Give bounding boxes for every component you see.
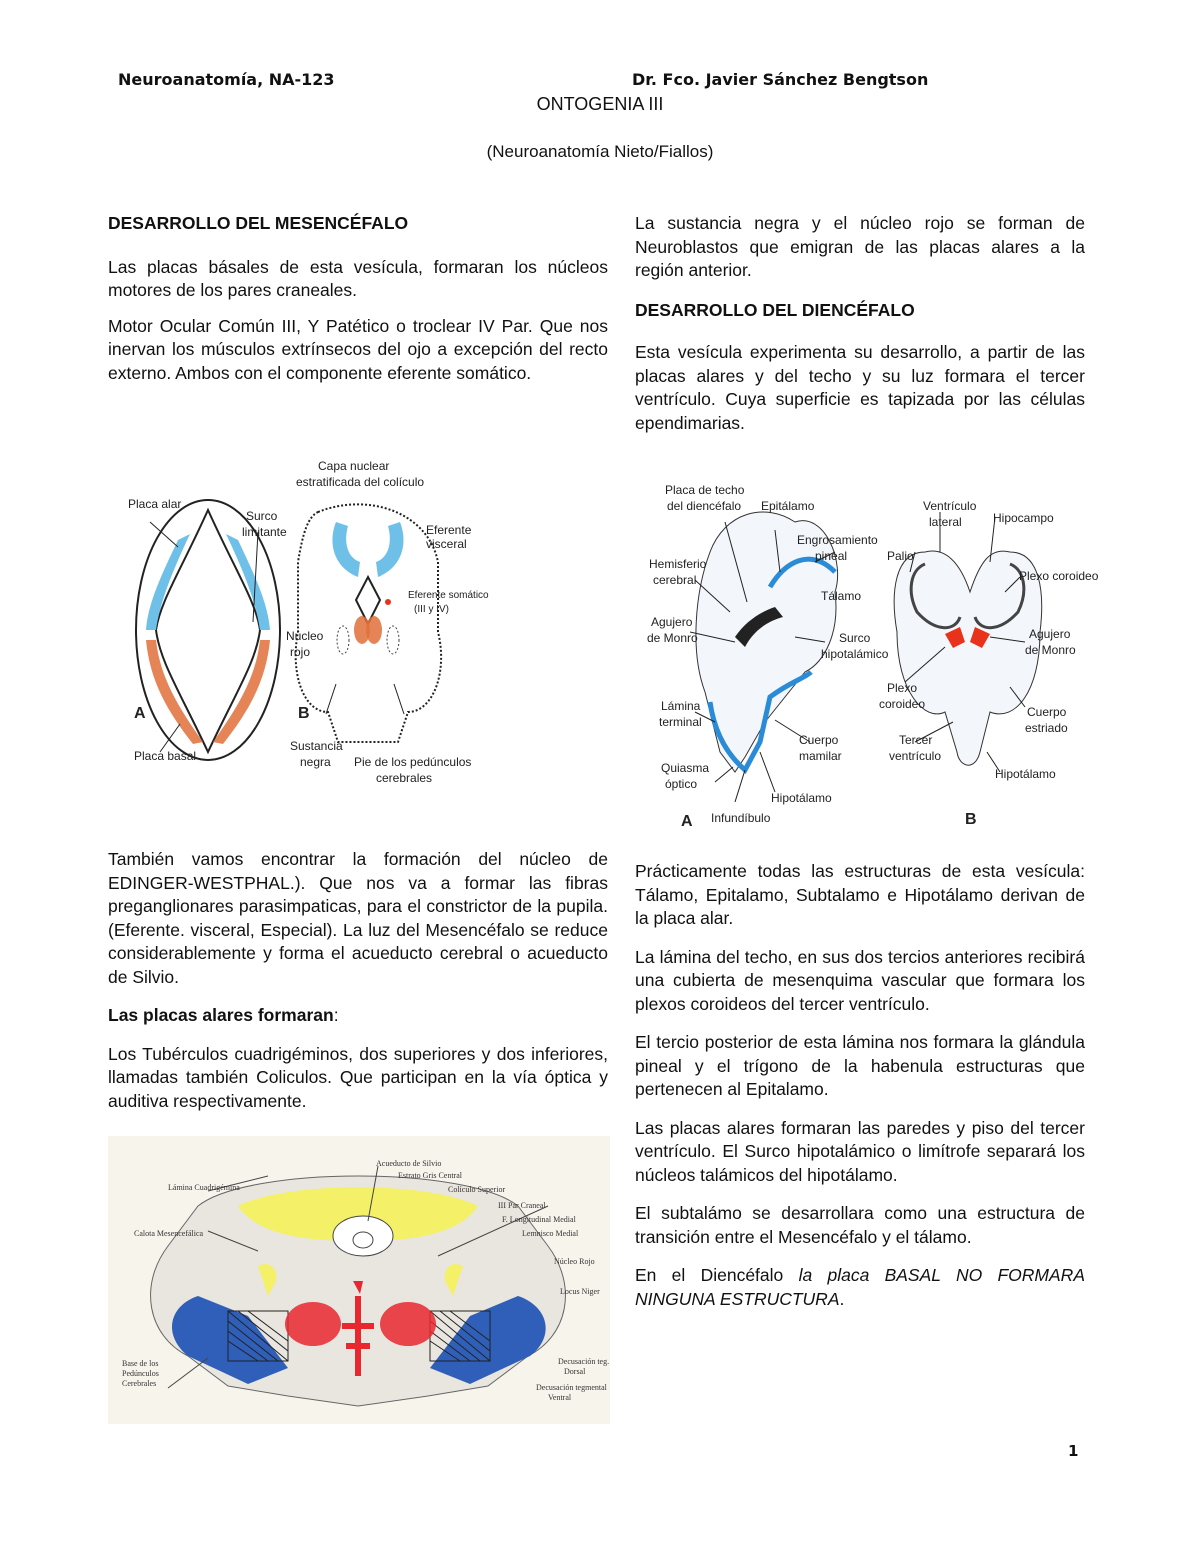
left-column-top: [108, 212, 608, 385]
basal-lead: En el Diencéfalo: [635, 1265, 799, 1285]
label-nucleo-1: Núcleo: [286, 629, 324, 643]
label-decus-1: Decusación teg.: [558, 1357, 610, 1366]
label-engros-2: pineal: [815, 549, 848, 563]
label-base-3: Cerebrales: [122, 1379, 157, 1388]
label-hipotalamo-a: Hipotálamo: [771, 791, 832, 805]
header-course: Neuroanatomía, NA-123: [118, 70, 335, 89]
label-decus-2: Dorsal: [564, 1367, 586, 1376]
paragraph-basal: [635, 1264, 1085, 1311]
label-base-1: Base de los: [122, 1359, 159, 1368]
label-locus: Locus Niger: [560, 1287, 600, 1296]
heading-placas-alares: Las placas alares formaran: [108, 1005, 334, 1025]
label-quiasma-2: óptico: [665, 777, 698, 791]
label-surco-2: limitante: [242, 525, 287, 539]
label-fasciculo: F. Longitudinal Medial: [502, 1215, 576, 1224]
paragraph: Las placas básales de esta vesícula, formaran los núcleos motores de los pares craneales.: [108, 256, 608, 300]
label-plexo-b1: Plexo: [887, 681, 918, 695]
figure-diencephalon: [635, 452, 1099, 837]
label-lamina-2: terminal: [659, 715, 702, 729]
header-author: Dr. Fco. Javier Sánchez Bengtson: [632, 70, 929, 89]
label-hemisferio-1: Hemisferio: [649, 557, 707, 571]
label-base-2: Pedúnculos: [122, 1369, 159, 1378]
label-surco-2: hipotalámico: [821, 647, 889, 661]
label-placa-basal: Placa basal: [134, 749, 197, 763]
right-column-top: [635, 212, 1085, 435]
label-hipotalamo-b: Hipotálamo: [995, 767, 1056, 781]
right-column-bottom: [635, 860, 1085, 1311]
paragraph: Esta vesícula experimenta su desarrollo, a partir de las placas alares y del techo y su luz formara el tercer ventrículo. Cuya superficie es tapizada por las células ependimarias.: [635, 342, 1085, 433]
label-agujero-1: Agujero: [651, 615, 693, 629]
paragraph: La lámina del techo, en sus dos tercios anteriores recibirá una cubierta de mesenquima vascular que formara los plexos coroideos del tercer ventrículo.: [635, 946, 1085, 1014]
label-cuerpo-e1: Cuerpo: [1027, 705, 1067, 719]
paragraph: Prácticamente todas las estructuras de esta vesícula: Tálamo, Epitalamo, Subtalamo e Hipotálamo derivan de la placa alar.: [635, 861, 1085, 928]
subheading-placas-alares: [108, 1004, 608, 1028]
label-letter-b: B: [298, 705, 310, 722]
label-calota: Calota Mesencefálica: [134, 1229, 204, 1238]
label-palio: Palio: [887, 549, 914, 563]
label-acueducto: Acueducto de Silvio: [376, 1159, 442, 1168]
label-plexo-1: Plexo coroideo: [1019, 569, 1099, 583]
heading-mesencefalo: DESARROLLO DEL MESENCÉFALO: [108, 213, 409, 233]
label-letter-a: A: [134, 705, 146, 722]
label-estrato: Estrato Gris Central: [398, 1171, 462, 1180]
label-capa-1: Capa nuclear: [318, 459, 390, 473]
label-pie-2: cerebrales: [376, 771, 433, 785]
label-ventriculo-1: Ventrículo: [923, 499, 977, 513]
label-eferente-s2: (III y IV): [414, 604, 449, 615]
page-subtitle: (Neuroanatomía Nieto/Fiallos): [486, 142, 714, 161]
paragraph: El subtalámo se desarrollara como una estructura de transición entre el Mesencéfalo y el tálamo.: [635, 1203, 1085, 1247]
label-plexo-b2: coroideo: [879, 697, 926, 711]
paragraph: Las placas alares formaran las paredes y piso del tercer ventrículo. El Surco hipotalámico o limítrofe separará los núcleos talámicos del hipotálamo.: [635, 1117, 1085, 1185]
label-cuerpo-e2: estriado: [1025, 721, 1068, 735]
label-lamina-1: Lámina: [661, 699, 701, 713]
label-nucleo-rojo: Núcleo Rojo: [554, 1257, 595, 1266]
figure-mesencephalon: [108, 452, 489, 802]
label-agujero-b2: de Monro: [1025, 643, 1076, 657]
paragraph: También vamos encontrar la formación del núcleo de EDINGER-WESTPHAL.). Que nos va a formar las fibras preganglionares parasimpaticas, para el constrictor de la pupila. (Eferente. visceral, Especial). La luz del Mesencéfalo se reduce considerablemente y forma el acueducto cerebral o acueducto de Silvio.: [108, 849, 608, 987]
paragraph: El tercio posterior de esta lámina nos formara la glándula pineal y el trígono de la habenula estructuras que pertenecen al Epitalamo.: [635, 1032, 1085, 1099]
label-cuerpo-1: Cuerpo: [799, 733, 839, 747]
label-letter-a: A: [681, 813, 693, 830]
label-eferente-v1: Eferente: [426, 523, 472, 537]
label-placa-techo-1: Placa de techo: [665, 483, 745, 497]
label-letter-b: B: [965, 811, 977, 828]
label-capa-2: estratificada del colículo: [296, 475, 425, 489]
label-eferente-v2: visceral: [426, 537, 467, 551]
label-quiasma-1: Quiasma: [661, 761, 710, 775]
label-infundibulo: Infundíbulo: [711, 811, 771, 825]
label-talamo: Tálamo: [821, 589, 862, 603]
label-nucleo-2: rojo: [290, 645, 311, 659]
label-tercer-1: Tercer: [899, 733, 933, 747]
label-hipocampo: Hipocampo: [993, 511, 1054, 525]
label-lemnisco: Lemnisco Medial: [522, 1229, 579, 1238]
basal-emphasis: la placa BASAL NO FORMARA NINGUNA ESTRUCTURA: [635, 1265, 1085, 1309]
figure-section: [108, 1136, 610, 1424]
label-decus-4: Ventral: [548, 1393, 572, 1402]
paragraph: La sustancia negra y el núcleo rojo se forman de Neuroblastos que emigran de las placas alares a la región anterior.: [635, 213, 1085, 280]
label-ventriculo-2: lateral: [929, 515, 962, 529]
page-title: ONTOGENIA III: [536, 94, 664, 114]
label-eferente-s1: Eferente somático: [408, 590, 489, 601]
paragraph: Los Tubérculos cuadrigéminos, dos superiores y dos inferiores, llamadas también Coliculos. Que participan en la vía óptica y auditiva respectivamente.: [108, 1043, 608, 1111]
label-engros-1: Engrosamiento: [797, 533, 878, 547]
label-sustancia-2: negra: [300, 755, 331, 769]
label-sustancia-1: Sustancia: [290, 739, 343, 753]
heading-colon: :: [333, 1005, 339, 1025]
label-surco-1: Surco: [246, 509, 278, 523]
basal-end: .: [839, 1288, 845, 1309]
label-coliculo: Colículo Superior: [448, 1185, 506, 1194]
label-decus-3: Decusación tegmental: [536, 1383, 607, 1392]
label-surco-1: Surco: [839, 631, 871, 645]
label-tercer-2: ventrículo: [889, 749, 942, 763]
label-lamina: Lámina Cuadrigémina: [168, 1183, 240, 1192]
page-number: 1: [1068, 1442, 1079, 1460]
label-pie-1: Pie de los pedúnculos: [354, 755, 472, 769]
label-cuerpo-2: mamilar: [799, 749, 842, 763]
paragraph: Motor Ocular Común III, Y Patético o troclear IV Par. Que nos inervan los músculos extrínsecos del ojo a excepción del recto externo. Ambos con el componente eferente somático.: [108, 315, 608, 383]
label-agujero-2: de Monro: [647, 631, 698, 645]
label-epitalamo: Epitálamo: [761, 499, 815, 513]
heading-diencefalo: DESARROLLO DEL DIENCÉFALO: [635, 299, 915, 320]
label-iii-par: III Par Craneal: [498, 1201, 546, 1210]
left-column-bottom: [108, 848, 608, 1113]
label-placa-alar: Placa alar: [128, 497, 182, 511]
label-hemisferio-2: cerebral: [653, 573, 697, 587]
label-agujero-b1: Agujero: [1029, 627, 1071, 641]
label-placa-techo-2: del diencéfalo: [667, 499, 742, 513]
